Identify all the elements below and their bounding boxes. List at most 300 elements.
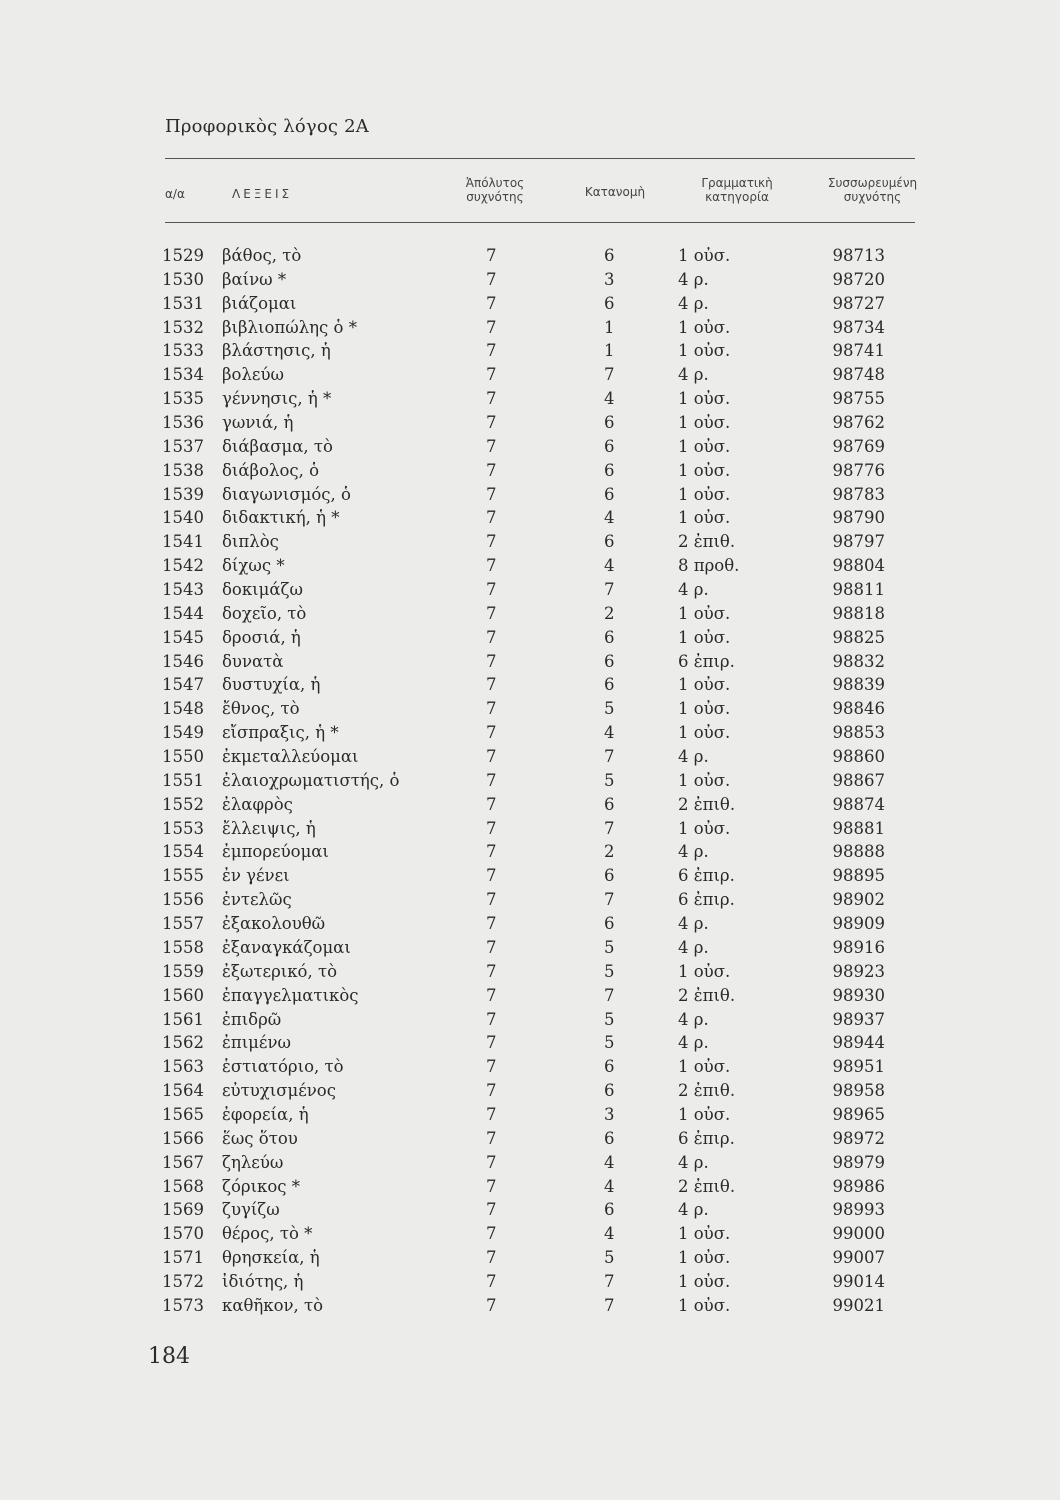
table-row [0, 936, 1060, 960]
row-index: 1542 [162, 556, 204, 576]
row-distribution: 4 [604, 1176, 615, 1196]
row-absolute-frequency: 7 [486, 1128, 497, 1148]
table-row [0, 1246, 1060, 1270]
row-cumulative-frequency: 98930 [832, 985, 885, 1005]
row-distribution: 2 [604, 603, 615, 623]
frequency-table [0, 244, 1060, 1318]
column-header-absolute-line2: συχνότης [466, 190, 524, 204]
row-grammatical-category: 1 οὐσ. [678, 1224, 731, 1244]
row-distribution: 3 [604, 1104, 615, 1124]
row-distribution: 4 [604, 1152, 615, 1172]
row-cumulative-frequency: 99000 [832, 1224, 885, 1244]
row-index: 1529 [162, 246, 204, 265]
row-word: ἔλλειψις, ἡ [222, 818, 316, 838]
row-distribution: 6 [604, 1128, 615, 1148]
table-row [0, 1198, 1060, 1222]
row-word: δυνατὰ [222, 651, 284, 671]
row-absolute-frequency: 7 [486, 1152, 497, 1172]
row-cumulative-frequency: 98937 [832, 1009, 885, 1029]
table-row [0, 554, 1060, 578]
table-row [0, 1079, 1060, 1103]
row-index: 1569 [162, 1200, 204, 1220]
row-grammatical-category: 4 ρ. [678, 293, 709, 313]
row-distribution: 2 [604, 842, 615, 862]
table-row [0, 769, 1060, 793]
row-index: 1539 [162, 484, 204, 504]
row-grammatical-category: 1 οὐσ. [678, 484, 731, 504]
row-index: 1537 [162, 436, 204, 456]
table-row [0, 506, 1060, 530]
row-distribution: 6 [604, 436, 615, 456]
table-row [0, 244, 1060, 268]
row-word: ἐπιμένω [222, 1033, 291, 1053]
row-index: 1567 [162, 1152, 204, 1172]
row-word: διδακτική, ἡ * [222, 508, 340, 528]
column-header-absolute-frequency [440, 176, 550, 204]
row-index: 1538 [162, 460, 204, 480]
row-cumulative-frequency: 98825 [832, 627, 885, 647]
row-word: δοκιμάζω [222, 580, 303, 600]
row-cumulative-frequency: 98818 [832, 603, 885, 623]
row-absolute-frequency: 7 [486, 1295, 497, 1315]
row-word: διάβασμα, τὸ [222, 436, 333, 456]
row-index: 1562 [162, 1033, 204, 1053]
table-row [0, 363, 1060, 387]
row-absolute-frequency: 7 [486, 603, 497, 623]
table-row [0, 840, 1060, 864]
row-cumulative-frequency: 98748 [832, 365, 885, 385]
column-header-grammatical-category [672, 176, 802, 204]
row-absolute-frequency: 7 [486, 890, 497, 910]
row-absolute-frequency: 7 [486, 580, 497, 600]
row-word: γωνιά, ἡ [222, 413, 294, 433]
row-absolute-frequency: 7 [486, 341, 497, 361]
table-row [0, 530, 1060, 554]
row-index: 1536 [162, 413, 204, 433]
row-word: βαίνω * [222, 269, 287, 289]
row-cumulative-frequency: 98895 [832, 866, 885, 886]
table-row [0, 1270, 1060, 1294]
row-absolute-frequency: 7 [486, 1176, 497, 1196]
row-distribution: 5 [604, 770, 615, 790]
row-distribution: 6 [604, 675, 615, 695]
row-word: ζυγίζω [222, 1200, 280, 1220]
row-grammatical-category: 2 ἐπιθ. [678, 1081, 736, 1101]
row-word: διπλὸς [222, 532, 279, 552]
column-header-distribution: Κατανομὴ [584, 185, 646, 199]
column-header-words: ΛΕΞΕΙΣ [232, 187, 293, 201]
row-absolute-frequency: 7 [486, 1033, 497, 1053]
row-word: ἔθνος, τὸ [222, 699, 300, 719]
row-cumulative-frequency: 98734 [832, 317, 885, 337]
row-word: ἐλαφρὸς [222, 794, 293, 814]
row-distribution: 6 [604, 794, 615, 814]
row-grammatical-category: 1 οὐσ. [678, 1295, 731, 1315]
table-row [0, 888, 1060, 912]
column-header-gram-line2: κατηγορία [705, 190, 769, 204]
row-word: διαγωνισμός, ὁ [222, 484, 351, 504]
row-index: 1563 [162, 1057, 204, 1077]
row-index: 1535 [162, 389, 204, 409]
row-index: 1572 [162, 1271, 204, 1291]
row-grammatical-category: 1 οὐσ. [678, 723, 731, 743]
row-absolute-frequency: 7 [486, 532, 497, 552]
table-row [0, 435, 1060, 459]
table-row [0, 1103, 1060, 1127]
row-word: βολεύω [222, 365, 284, 385]
row-cumulative-frequency: 99014 [832, 1271, 885, 1291]
row-grammatical-category: 2 ἐπιθ. [678, 1176, 736, 1196]
row-distribution: 6 [604, 293, 615, 313]
row-absolute-frequency: 7 [486, 1200, 497, 1220]
row-grammatical-category: 1 οὐσ. [678, 603, 731, 623]
row-grammatical-category: 1 οὐσ. [678, 246, 731, 265]
row-word: εἴσπραξις, ἡ * [222, 723, 339, 743]
table-row [0, 912, 1060, 936]
row-index: 1559 [162, 961, 204, 981]
row-cumulative-frequency: 98888 [832, 842, 885, 862]
table-row [0, 960, 1060, 984]
row-index: 1541 [162, 532, 204, 552]
row-word: δίχως * [222, 556, 285, 576]
row-absolute-frequency: 7 [486, 770, 497, 790]
row-index: 1552 [162, 794, 204, 814]
row-cumulative-frequency: 98846 [832, 699, 885, 719]
row-distribution: 6 [604, 1081, 615, 1101]
row-grammatical-category: 4 ρ. [678, 937, 709, 957]
row-cumulative-frequency: 98720 [832, 269, 885, 289]
row-index: 1531 [162, 293, 204, 313]
row-cumulative-frequency: 98867 [832, 770, 885, 790]
row-absolute-frequency: 7 [486, 842, 497, 862]
table-row [0, 1151, 1060, 1175]
row-grammatical-category: 1 οὐσ. [678, 1271, 731, 1291]
row-absolute-frequency: 7 [486, 1081, 497, 1101]
row-index: 1568 [162, 1176, 204, 1196]
table-row [0, 316, 1060, 340]
row-cumulative-frequency: 98797 [832, 532, 885, 552]
row-grammatical-category: 1 οὐσ. [678, 1104, 731, 1124]
row-grammatical-category: 1 οὐσ. [678, 436, 731, 456]
row-cumulative-frequency: 98965 [832, 1104, 885, 1124]
row-index: 1555 [162, 866, 204, 886]
row-word: ἐλαιοχρωματιστής, ὁ [222, 770, 400, 790]
row-word: ἐξαναγκάζομαι [222, 937, 351, 957]
row-absolute-frequency: 7 [486, 365, 497, 385]
table-row [0, 864, 1060, 888]
row-cumulative-frequency: 98951 [832, 1057, 885, 1077]
row-distribution: 6 [604, 484, 615, 504]
row-index: 1573 [162, 1295, 204, 1315]
row-cumulative-frequency: 98790 [832, 508, 885, 528]
table-row [0, 721, 1060, 745]
row-cumulative-frequency: 98986 [832, 1176, 885, 1196]
row-absolute-frequency: 7 [486, 436, 497, 456]
row-distribution: 5 [604, 1009, 615, 1029]
row-absolute-frequency: 7 [486, 1009, 497, 1029]
row-index: 1544 [162, 603, 204, 623]
row-distribution: 6 [604, 651, 615, 671]
row-grammatical-category: 1 οὐσ. [678, 317, 731, 337]
row-distribution: 5 [604, 699, 615, 719]
table-row [0, 1055, 1060, 1079]
row-cumulative-frequency: 98832 [832, 651, 885, 671]
row-distribution: 6 [604, 866, 615, 886]
row-grammatical-category: 4 ρ. [678, 365, 709, 385]
row-word: ἑστιατόριο, τὸ [222, 1057, 344, 1077]
row-word: εὐτυχισμένος [222, 1081, 336, 1101]
row-cumulative-frequency: 98762 [832, 413, 885, 433]
table-row [0, 268, 1060, 292]
row-absolute-frequency: 7 [486, 627, 497, 647]
row-grammatical-category: 2 ἐπιθ. [678, 794, 736, 814]
table-row [0, 339, 1060, 363]
row-absolute-frequency: 7 [486, 675, 497, 695]
row-cumulative-frequency: 98860 [832, 747, 885, 767]
row-index: 1540 [162, 508, 204, 528]
row-index: 1532 [162, 317, 204, 337]
row-distribution: 5 [604, 1248, 615, 1268]
row-word: δυστυχία, ἡ [222, 675, 321, 695]
row-word: βάθος, τὸ [222, 246, 302, 265]
table-row [0, 1294, 1060, 1318]
table-row [0, 673, 1060, 697]
row-index: 1551 [162, 770, 204, 790]
row-distribution: 6 [604, 914, 615, 934]
row-word: βιάζομαι [222, 293, 297, 313]
row-word: ἐπιδρῶ [222, 1009, 282, 1029]
row-word: θέρος, τὸ * [222, 1224, 313, 1244]
row-distribution: 6 [604, 1057, 615, 1077]
table-row [0, 817, 1060, 841]
table-row [0, 387, 1060, 411]
row-index: 1566 [162, 1128, 204, 1148]
row-grammatical-category: 4 ρ. [678, 580, 709, 600]
row-index: 1571 [162, 1248, 204, 1268]
row-grammatical-category: 6 ἐπιρ. [678, 651, 735, 671]
row-absolute-frequency: 7 [486, 389, 497, 409]
header-bottom-rule [165, 222, 915, 223]
row-distribution: 7 [604, 818, 615, 838]
row-word: ἕως ὅτου [222, 1128, 298, 1148]
row-cumulative-frequency: 98881 [832, 818, 885, 838]
row-grammatical-category: 1 οὐσ. [678, 389, 731, 409]
row-cumulative-frequency: 98902 [832, 890, 885, 910]
row-grammatical-category: 1 οὐσ. [678, 770, 731, 790]
row-cumulative-frequency: 98916 [832, 937, 885, 957]
row-word: γέννησις, ἡ * [222, 389, 332, 409]
row-distribution: 4 [604, 389, 615, 409]
row-grammatical-category: 1 οὐσ. [678, 1057, 731, 1077]
row-cumulative-frequency: 98909 [832, 914, 885, 934]
row-grammatical-category: 1 οὐσ. [678, 961, 731, 981]
row-grammatical-category: 1 οὐσ. [678, 627, 731, 647]
row-word: δοχεῖο, τὸ [222, 603, 307, 623]
row-grammatical-category: 1 οὐσ. [678, 699, 731, 719]
column-header-gram-line1: Γραμματικὴ [701, 176, 773, 190]
row-absolute-frequency: 7 [486, 293, 497, 313]
row-grammatical-category: 1 οὐσ. [678, 675, 731, 695]
table-row [0, 745, 1060, 769]
table-row [0, 292, 1060, 316]
column-header-absolute-line1: Ἀπόλυτος [465, 176, 525, 190]
row-grammatical-category: 6 ἐπιρ. [678, 866, 735, 886]
row-cumulative-frequency: 98804 [832, 556, 885, 576]
row-cumulative-frequency: 98944 [832, 1033, 885, 1053]
row-word: δροσιά, ἡ [222, 627, 301, 647]
row-distribution: 1 [604, 341, 615, 361]
row-word: καθῆκον, τὸ [222, 1295, 324, 1315]
row-absolute-frequency: 7 [486, 914, 497, 934]
row-distribution: 6 [604, 460, 615, 480]
row-index: 1570 [162, 1224, 204, 1244]
row-absolute-frequency: 7 [486, 866, 497, 886]
row-distribution: 6 [604, 627, 615, 647]
row-word: θρησκεία, ἡ [222, 1248, 320, 1268]
row-cumulative-frequency: 98713 [832, 246, 885, 265]
row-absolute-frequency: 7 [486, 747, 497, 767]
row-grammatical-category: 1 οὐσ. [678, 460, 731, 480]
row-cumulative-frequency: 98958 [832, 1081, 885, 1101]
row-cumulative-frequency: 98741 [832, 341, 885, 361]
row-absolute-frequency: 7 [486, 269, 497, 289]
row-absolute-frequency: 7 [486, 413, 497, 433]
row-word: βλάστησις, ἡ [222, 341, 331, 361]
row-distribution: 5 [604, 961, 615, 981]
row-cumulative-frequency: 98972 [832, 1128, 885, 1148]
row-absolute-frequency: 7 [486, 246, 497, 265]
row-index: 1557 [162, 914, 204, 934]
column-header-index: α/α [165, 187, 185, 201]
row-distribution: 7 [604, 1295, 615, 1315]
row-cumulative-frequency: 98923 [832, 961, 885, 981]
row-distribution: 7 [604, 365, 615, 385]
row-distribution: 7 [604, 890, 615, 910]
row-absolute-frequency: 7 [486, 1104, 497, 1124]
row-grammatical-category: 4 ρ. [678, 1152, 709, 1172]
row-word: διάβολος, ὁ [222, 460, 320, 480]
row-index: 1561 [162, 1009, 204, 1029]
row-absolute-frequency: 7 [486, 1057, 497, 1077]
row-word: ἐφορεία, ἡ [222, 1104, 309, 1124]
row-cumulative-frequency: 98755 [832, 389, 885, 409]
row-absolute-frequency: 7 [486, 317, 497, 337]
row-index: 1556 [162, 890, 204, 910]
column-header-cumulative-frequency [810, 176, 935, 204]
row-distribution: 7 [604, 580, 615, 600]
row-index: 1558 [162, 937, 204, 957]
row-grammatical-category: 4 ρ. [678, 914, 709, 934]
row-index: 1554 [162, 842, 204, 862]
row-index: 1564 [162, 1081, 204, 1101]
row-grammatical-category: 6 ἐπιρ. [678, 890, 735, 910]
row-cumulative-frequency: 99007 [832, 1248, 885, 1268]
header-top-rule [165, 158, 915, 159]
table-row [0, 1127, 1060, 1151]
row-absolute-frequency: 7 [486, 1271, 497, 1291]
row-grammatical-category: 1 οὐσ. [678, 818, 731, 838]
row-word: ζηλεύω [222, 1152, 284, 1172]
row-grammatical-category: 4 ρ. [678, 747, 709, 767]
row-index: 1545 [162, 627, 204, 647]
row-word: ἐκμεταλλεύομαι [222, 747, 359, 767]
row-absolute-frequency: 7 [486, 556, 497, 576]
row-cumulative-frequency: 98769 [832, 436, 885, 456]
table-row [0, 483, 1060, 507]
row-absolute-frequency: 7 [486, 723, 497, 743]
row-word: ἐμπορεύομαι [222, 842, 329, 862]
row-grammatical-category: 4 ρ. [678, 1033, 709, 1053]
row-index: 1549 [162, 723, 204, 743]
row-distribution: 6 [604, 532, 615, 552]
page-number: 184 [148, 1344, 190, 1369]
row-word: ἐπαγγελματικὸς [222, 985, 359, 1005]
row-index: 1560 [162, 985, 204, 1005]
row-grammatical-category: 4 ρ. [678, 269, 709, 289]
table-row [0, 793, 1060, 817]
table-row [0, 1222, 1060, 1246]
row-grammatical-category: 1 οὐσ. [678, 341, 731, 361]
row-word: ἐντελῶς [222, 890, 292, 910]
row-index: 1553 [162, 818, 204, 838]
row-distribution: 4 [604, 1224, 615, 1244]
table-row [0, 697, 1060, 721]
row-grammatical-category: 4 ρ. [678, 1009, 709, 1029]
row-cumulative-frequency: 99021 [832, 1295, 885, 1315]
row-cumulative-frequency: 98979 [832, 1152, 885, 1172]
row-cumulative-frequency: 98811 [832, 580, 885, 600]
row-grammatical-category: 4 ρ. [678, 1200, 709, 1220]
row-distribution: 1 [604, 317, 615, 337]
row-absolute-frequency: 7 [486, 460, 497, 480]
row-absolute-frequency: 7 [486, 508, 497, 528]
row-index: 1547 [162, 675, 204, 695]
row-distribution: 4 [604, 556, 615, 576]
row-word: βιβλιοπώλης ὁ * [222, 317, 357, 337]
row-word: ἰδιότης, ἡ [222, 1271, 304, 1291]
row-word: ἐν γένει [222, 866, 290, 886]
row-cumulative-frequency: 98874 [832, 794, 885, 814]
row-distribution: 7 [604, 985, 615, 1005]
row-cumulative-frequency: 98727 [832, 293, 885, 313]
row-cumulative-frequency: 98783 [832, 484, 885, 504]
row-distribution: 4 [604, 508, 615, 528]
row-absolute-frequency: 7 [486, 699, 497, 719]
row-distribution: 5 [604, 937, 615, 957]
row-grammatical-category: 6 ἐπιρ. [678, 1128, 735, 1148]
row-absolute-frequency: 7 [486, 985, 497, 1005]
row-distribution: 4 [604, 723, 615, 743]
row-grammatical-category: 1 οὐσ. [678, 508, 731, 528]
row-index: 1533 [162, 341, 204, 361]
row-index: 1548 [162, 699, 204, 719]
row-grammatical-category: 8 προθ. [678, 556, 740, 576]
row-absolute-frequency: 7 [486, 937, 497, 957]
row-distribution: 6 [604, 1200, 615, 1220]
row-cumulative-frequency: 98993 [832, 1200, 885, 1220]
column-header-cum-line2: συχνότης [843, 190, 902, 204]
page-title: Προφορικὸς λόγος 2Α [165, 116, 369, 137]
row-distribution: 7 [604, 1271, 615, 1291]
row-index: 1550 [162, 747, 204, 767]
row-absolute-frequency: 7 [486, 794, 497, 814]
table-row [0, 1175, 1060, 1199]
row-cumulative-frequency: 98839 [832, 675, 885, 695]
row-index: 1543 [162, 580, 204, 600]
row-grammatical-category: 1 οὐσ. [678, 413, 731, 433]
row-cumulative-frequency: 98776 [832, 460, 885, 480]
row-grammatical-category: 1 οὐσ. [678, 1248, 731, 1268]
